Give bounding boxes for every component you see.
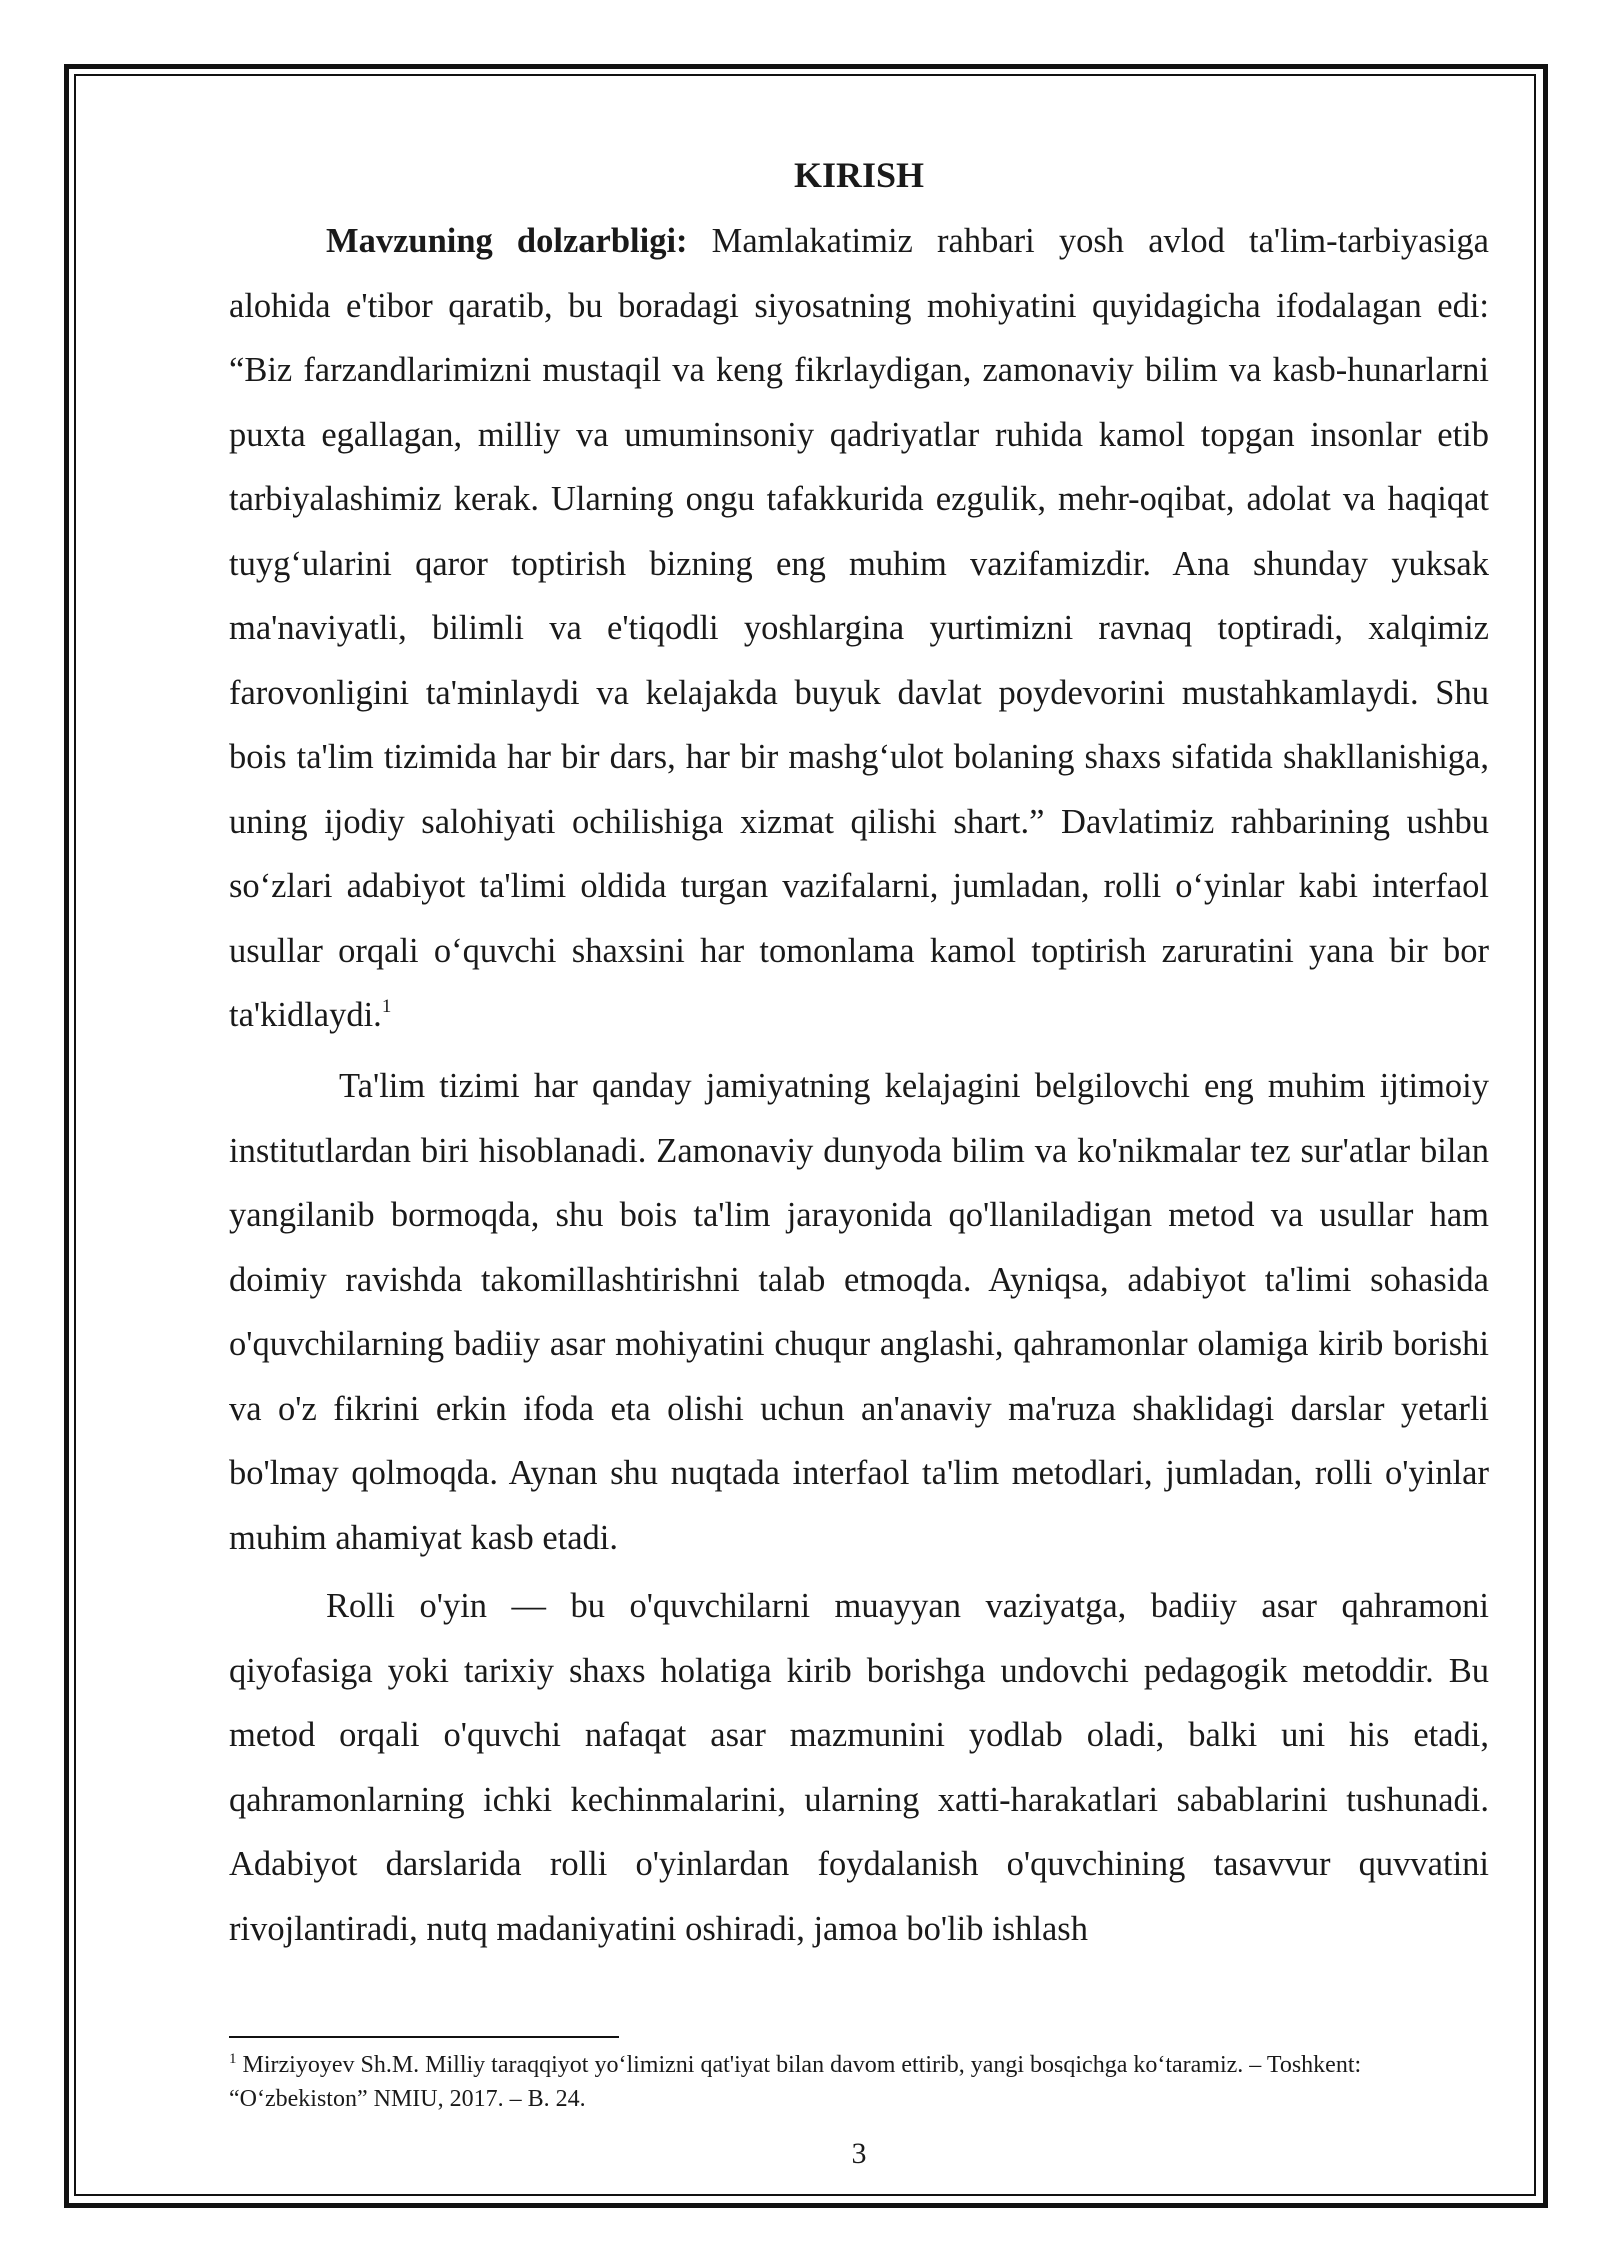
paragraph-lead: Mavzuning dolzarbligi:	[326, 222, 688, 260]
paragraph-role-play	[229, 1574, 1489, 1961]
paragraph-text: Ta'lim tizimi har qanday jamiyatning kelajagini belgilovchi eng muhim ijtimoiy institutlardan biri hisoblanadi. Zamonaviy dunyoda bilim va ko'nikmalar tez sur'atlar bilan yangilanib bormoqda, shu bois ta'lim jarayonida qo'llaniladigan metod va usullar ham doimiy ravishda takomillashtirishni talab etmoqda. Ayniqsa, adabiyot ta'limi sohasida o'quvchilarning badiiy asar mohiyatini chuqur anglashi, qahramonlar olamiga kirib borishi va o'z fikrini erkin ifoda eta olishi uchun an'anaviy ma'ruza shaklidagi darslar yetarli bo'lmay qolmoqda. Aynan shu nuqtada interfaol ta'lim metodlari, jumladan, rolli o'yinlar muhim ahamiyat kasb etadi.	[229, 1067, 1489, 1557]
paragraph-education-system	[229, 1054, 1489, 1570]
page-number: 3	[851, 2137, 867, 2170]
footnote-marker: 1	[229, 2051, 237, 2067]
footnote-divider	[229, 2036, 619, 2038]
page-title: KIRISH	[793, 155, 925, 195]
paragraph-text: Mamlakatimiz rahbari yosh avlod ta'lim-tarbiyasiga alohida e'tibor qaratib, bu boradagi siyosatning mohiyatini quyidagicha ifodalagan edi: “Biz farzandlarimizni mustaqil va keng fikrlaydigan, zamonaviy bilim va kasb-hunarlarni puxta egallagan, milliy va umuminsoniy qadriyatlar ruhida kamol topgan insonlar etib tarbiyalashimiz kerak. Ularning ongu tafakkurida ezgulik, mehr-oqibat, adolat va haqiqat tuyg‘ularini qaror toptirish bizning eng muhim vazifamizdir. Ana shunday yuksak ma'naviyatli, bilimli va e'tiqodli yoshlargina yurtimizni ravnaq toptiradi, xalqimiz farovonligini ta'minlaydi va kelajakda buyuk davlat poydevorini mustahkamlaydi. Shu bois ta'lim tizimida har bir dars, har bir mashg‘ulot bolaning shaxs sifatida shakllanishiga, uning ijodiy salohiyati ochilishiga xizmat qilishi shart.” Davlatimiz rahbarining ushbu so‘zlari adabiyot ta'limi oldida turgan vazifalarni, jumladan, rolli o‘yinlar kabi interfaol usullar orqali o‘quvchi shaxsini har tomonlama kamol toptirish zaruratini yana bir bor ta'kidlaydi.	[229, 222, 1489, 1034]
footnote-text: Mirziyoyev Sh.M. Milliy taraqqiyot yo‘limizni qat'iyat bilan davom ettirib, yangi bosqichga ko‘taramiz. – Toshkent: “O‘zbekiston” NMIU, 2017. – B. 24.	[229, 2052, 1362, 2112]
paragraph-relevance	[229, 209, 1489, 1048]
footnote	[229, 2048, 1489, 2116]
footnote-reference: 1	[381, 996, 392, 1017]
paragraph-text: Rolli o'yin — bu o'quvchilarni muayyan vaziyatga, badiiy asar qahramoni qiyofasiga yoki tarixiy shaxs holatiga kirib borishga undovchi pedagogik metoddir. Bu metod orqali o'quvchi nafaqat asar mazmunini yodlab oladi, balki uni his etadi, qahramonlarning ichki kechinmalarini, ularning xatti-harakatlari sabablarini tushunadi. Adabiyot darslarida rolli o'yinlardan foydalanish o'quvchining tasavvur quvvatini rivojlantiradi, nutq madaniyatini oshiradi, jamoa bo'lib ishlash	[229, 1587, 1489, 1948]
